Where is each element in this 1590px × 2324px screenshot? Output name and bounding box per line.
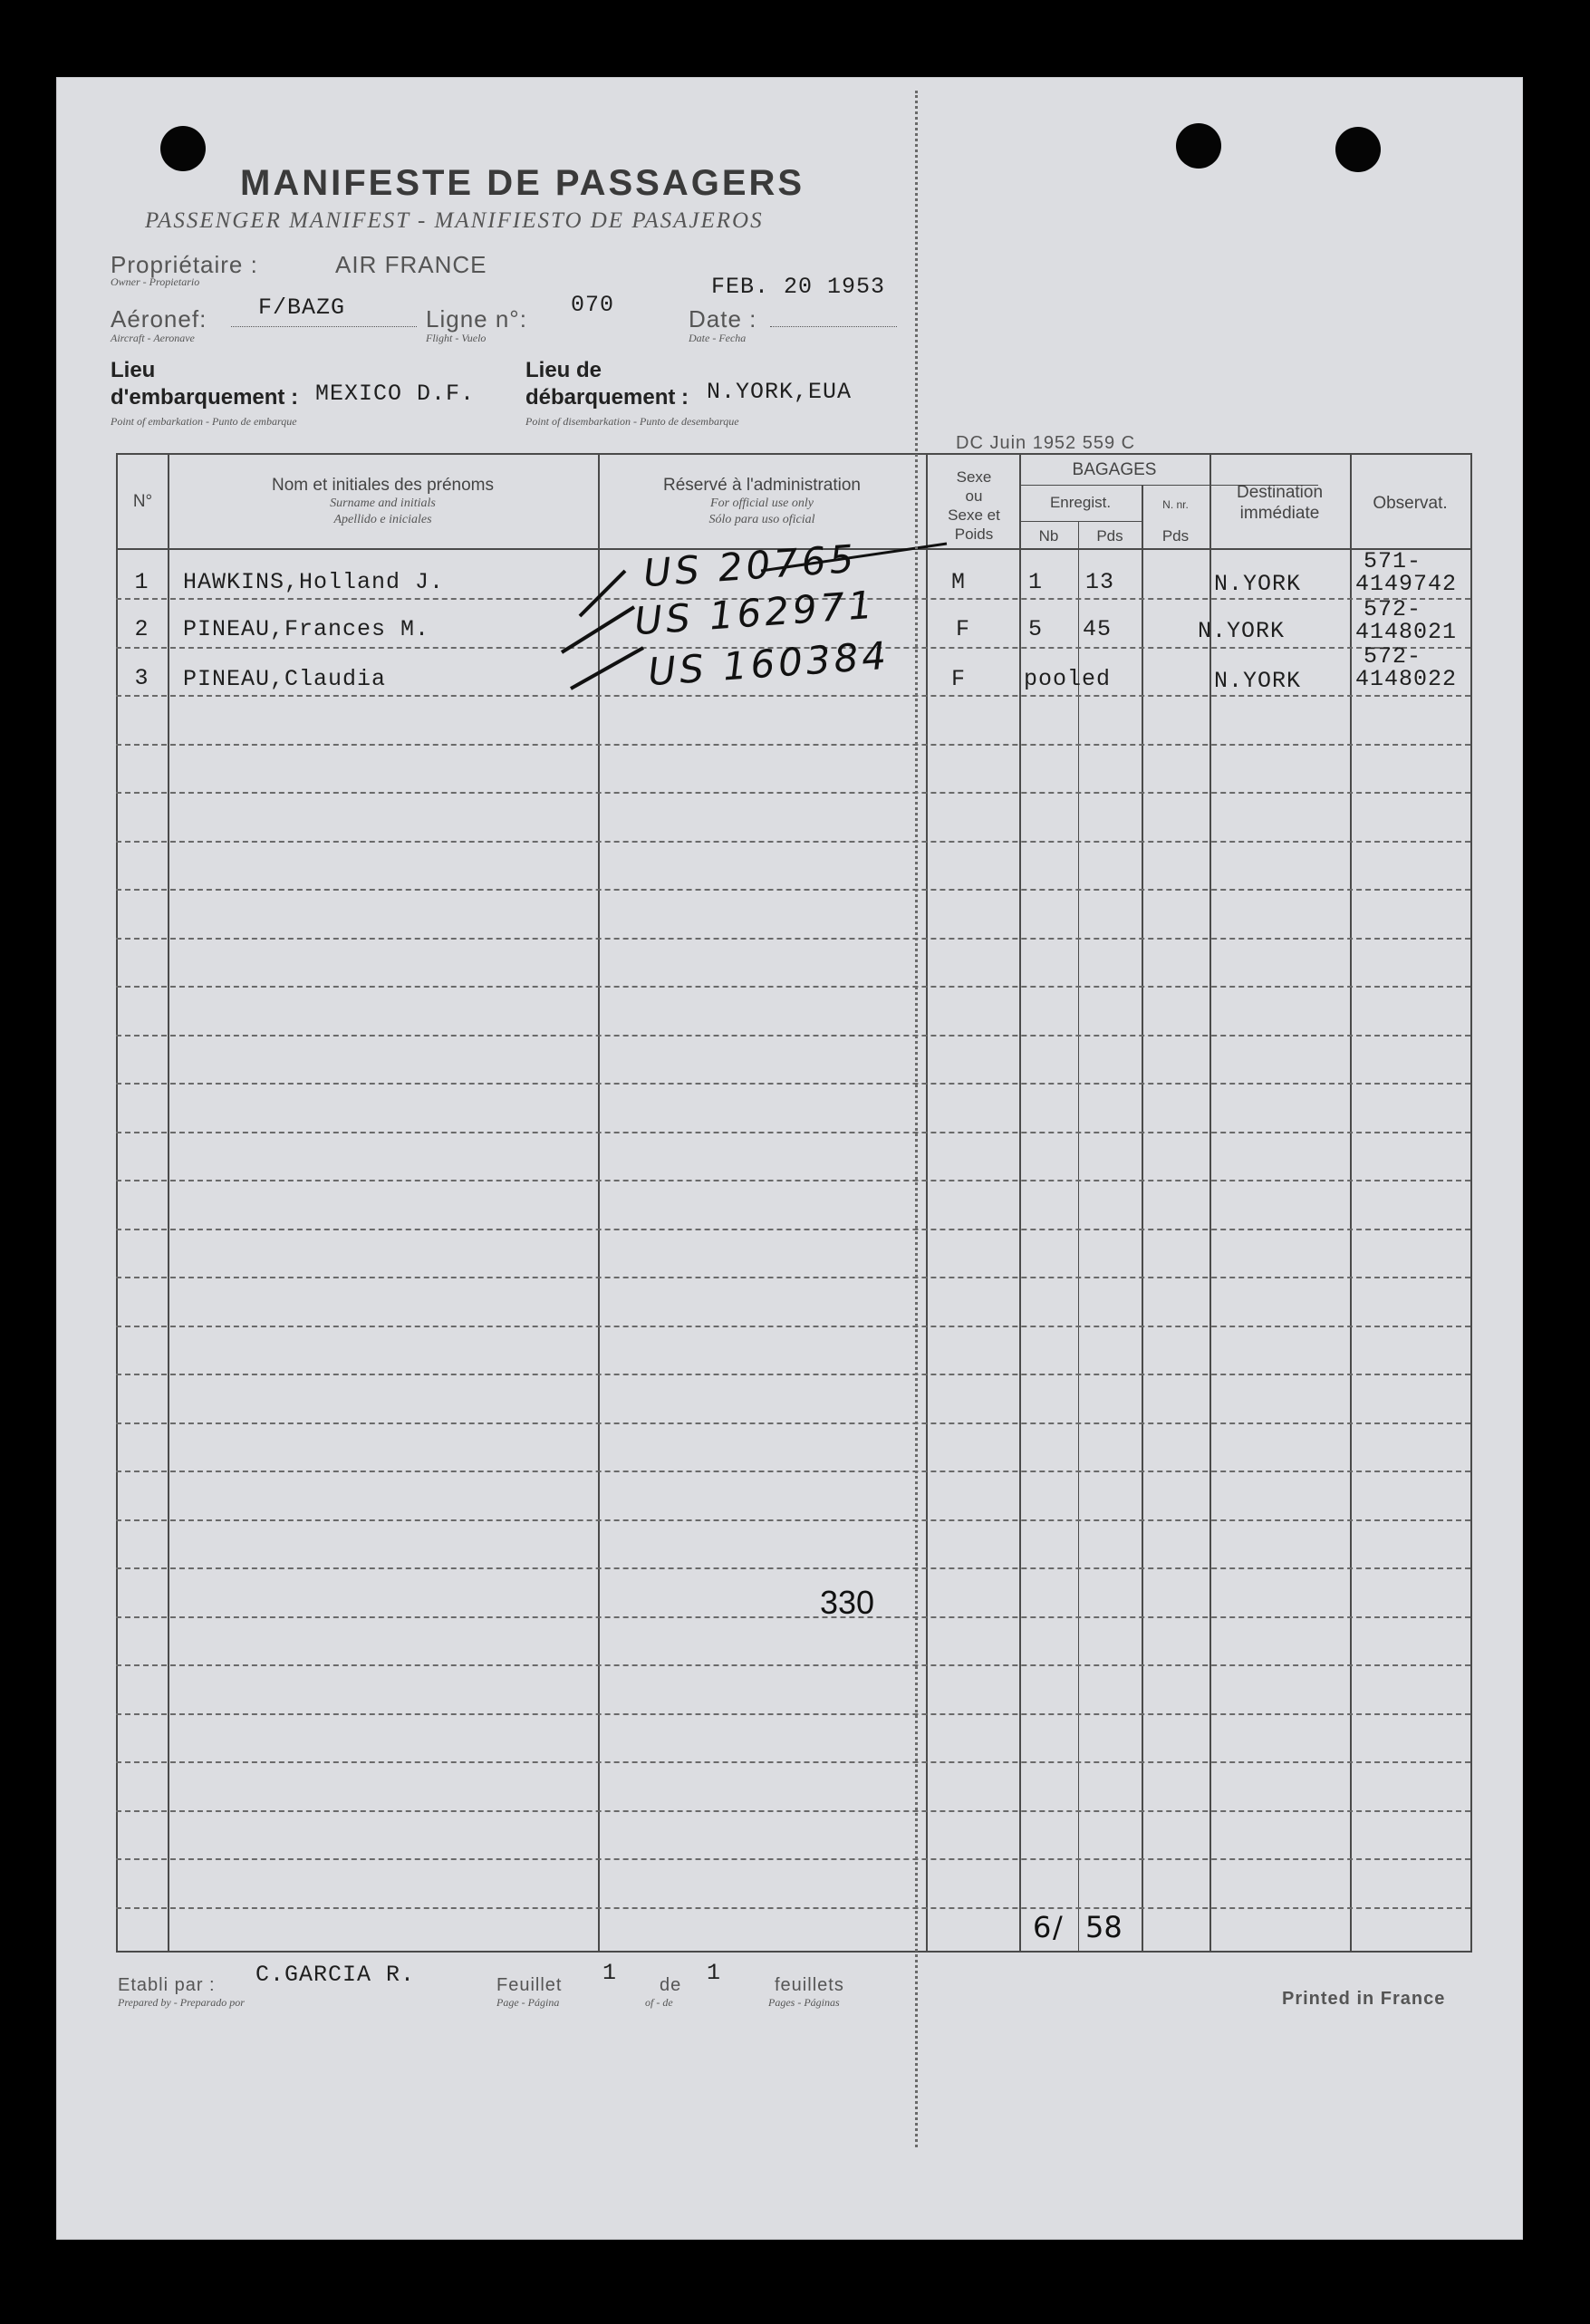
row-rule — [116, 1616, 1470, 1618]
owner-value: AIR FRANCE — [335, 251, 487, 278]
form-code: DC Juin 1952 559 C — [956, 433, 1136, 453]
row-rule — [116, 986, 1470, 988]
col-destination: Destination — [1236, 483, 1324, 502]
embark-label-2: d'embarquement : — [111, 385, 299, 410]
col-nb: Nb — [1038, 527, 1059, 545]
date-value: FEB. 20 1953 — [711, 274, 886, 300]
row-rule — [116, 1907, 1470, 1909]
row-rule — [116, 1326, 1470, 1327]
row-rule — [116, 1519, 1470, 1521]
row-rule — [116, 841, 1470, 843]
row-name: PINEAU,Claudia — [183, 666, 387, 692]
col-name-sub: Surname and initials — [330, 497, 436, 510]
prepared-label: Etabli par : — [118, 1975, 216, 1995]
row-rule — [116, 1810, 1470, 1812]
row-rule — [116, 1083, 1470, 1085]
table-bottom-rule — [116, 1951, 1470, 1953]
row-rule — [116, 1132, 1470, 1133]
col-admin-sub: For official use only — [710, 497, 814, 510]
row-nb: 1 — [1028, 569, 1044, 595]
row-sex: F — [956, 616, 971, 642]
check-strokes — [544, 535, 960, 698]
embark-sub: Point of embarkation - Punto de embarque — [111, 415, 297, 428]
row-no: 3 — [134, 665, 149, 691]
page-title: MANIFESTE DE PASSAGERS — [240, 163, 805, 203]
aircraft-label: Aéronef: — [111, 305, 207, 333]
row-obs-1: 571- — [1364, 548, 1422, 574]
aircraft-value: F/BAZG — [258, 294, 346, 321]
col-observations: Observat. — [1373, 494, 1448, 513]
col-sex-2: ou — [965, 487, 983, 505]
col-no: N° — [132, 492, 153, 511]
of-label: de — [660, 1975, 682, 1995]
col-registered: Enregist. — [1049, 494, 1112, 511]
of-value: 1 — [707, 1960, 722, 1986]
sheets-sub: Pages - Páginas — [768, 1996, 840, 2009]
col-admin-sub2: Sólo para uso oficial — [708, 513, 815, 526]
aircraft-sub: Aircraft - Aeronave — [111, 332, 195, 344]
row-rule — [116, 1761, 1470, 1763]
sheet-value: 1 — [602, 1960, 618, 1986]
table-top-rule — [116, 453, 1470, 455]
of-sub: of - de — [645, 1996, 673, 2009]
sheets-label: feuillets — [775, 1975, 844, 1995]
col-baggage: BAGAGES — [1072, 460, 1157, 479]
col-name: Nom et initiales des prénoms — [272, 476, 494, 495]
prepared-sub: Prepared by - Preparado por — [118, 1996, 245, 2009]
row-rule — [116, 1664, 1470, 1666]
row-rule — [116, 1374, 1470, 1375]
date-label: Date : — [689, 305, 757, 333]
row-rule — [116, 938, 1470, 940]
col-admin: Réservé à l'administration — [663, 476, 861, 495]
row-name: PINEAU,Frances M. — [183, 616, 430, 642]
total-nb: 6 — [1033, 1910, 1052, 1944]
date-sub: Date - Fecha — [689, 332, 747, 344]
row-rule — [116, 1858, 1470, 1860]
row-nb: 5 — [1028, 616, 1044, 642]
col-destination-2: immédiate — [1239, 504, 1320, 523]
row-rule — [116, 744, 1470, 746]
printed-in-france: Printed in France — [1282, 1989, 1446, 2009]
prepared-value: C.GARCIA R. — [255, 1962, 416, 1988]
row-rule — [116, 1422, 1470, 1424]
col-name-sub2: Apellido e iniciales — [333, 513, 432, 526]
row-rule — [116, 792, 1470, 794]
col-sex-4: Poids — [954, 526, 994, 543]
row-no: 2 — [134, 616, 149, 642]
row-destination: N.YORK — [1198, 618, 1286, 644]
row-obs-2: 4149742 — [1355, 571, 1458, 597]
punch-hole — [1176, 123, 1221, 169]
row-sex: M — [951, 569, 967, 595]
row-rule — [116, 1229, 1470, 1230]
row-name: HAWKINS,Holland J. — [183, 569, 445, 595]
embark-value: MEXICO D.F. — [315, 381, 476, 407]
row-rule — [116, 1277, 1470, 1278]
owner-sub: Owner - Propietario — [111, 275, 200, 288]
row-nb: pooled — [1024, 666, 1112, 692]
row-rule — [116, 1035, 1470, 1037]
row-obs-2: 4148021 — [1355, 619, 1458, 645]
disembark-sub: Point of disembarkation - Punto de desembarque — [525, 415, 739, 428]
page-subtitle: PASSENGER MANIFEST - MANIFIESTO DE PASAJEROS — [145, 208, 764, 233]
row-admin-handwritten: US 162971 — [632, 582, 878, 644]
owner-label: Propriétaire : — [111, 251, 258, 278]
row-rule — [116, 1180, 1470, 1181]
col-nr-pds: Pds — [1161, 527, 1190, 545]
col-sex: Sexe — [956, 468, 992, 486]
row-rule — [116, 1713, 1470, 1715]
row-admin-handwritten: US 160384 — [646, 632, 891, 695]
row-pds: 45 — [1083, 616, 1113, 642]
col-nr: N. nr. — [1162, 498, 1189, 511]
total-pds: 58 — [1085, 1910, 1123, 1944]
punch-hole — [160, 126, 206, 171]
disembark-label-2: débarquement : — [525, 385, 689, 410]
row-no: 1 — [134, 569, 149, 595]
row-rule — [116, 1471, 1470, 1472]
row-rule — [116, 889, 1470, 891]
perforation-line — [915, 91, 930, 2147]
punch-hole — [1335, 127, 1381, 172]
row-pds: 13 — [1085, 569, 1115, 595]
row-rule — [116, 1567, 1470, 1569]
sheet-sub: Page - Página — [496, 1996, 560, 2009]
col-sex-3: Sexe et — [948, 506, 1000, 524]
flight-label: Ligne n°: — [426, 305, 527, 333]
row-admin-handwritten: US 20765 — [641, 535, 859, 596]
disembark-label: Lieu de — [525, 358, 602, 382]
disembark-value: N.YORK,EUA — [707, 379, 853, 405]
stamp-number: 330 — [820, 1584, 875, 1621]
row-destination: N.YORK — [1214, 571, 1302, 597]
row-obs-1: 572- — [1364, 643, 1422, 670]
sheet-label: Feuillet — [496, 1975, 563, 1995]
row-destination: N.YORK — [1214, 668, 1302, 694]
row-sex: F — [951, 666, 967, 692]
embark-label: Lieu — [111, 358, 156, 382]
row-obs-1: 572- — [1364, 596, 1422, 622]
col-pds: Pds — [1096, 527, 1123, 545]
flight-value: 070 — [571, 292, 615, 318]
flight-sub: Flight - Vuelo — [426, 332, 487, 344]
row-obs-2: 4148022 — [1355, 666, 1458, 692]
